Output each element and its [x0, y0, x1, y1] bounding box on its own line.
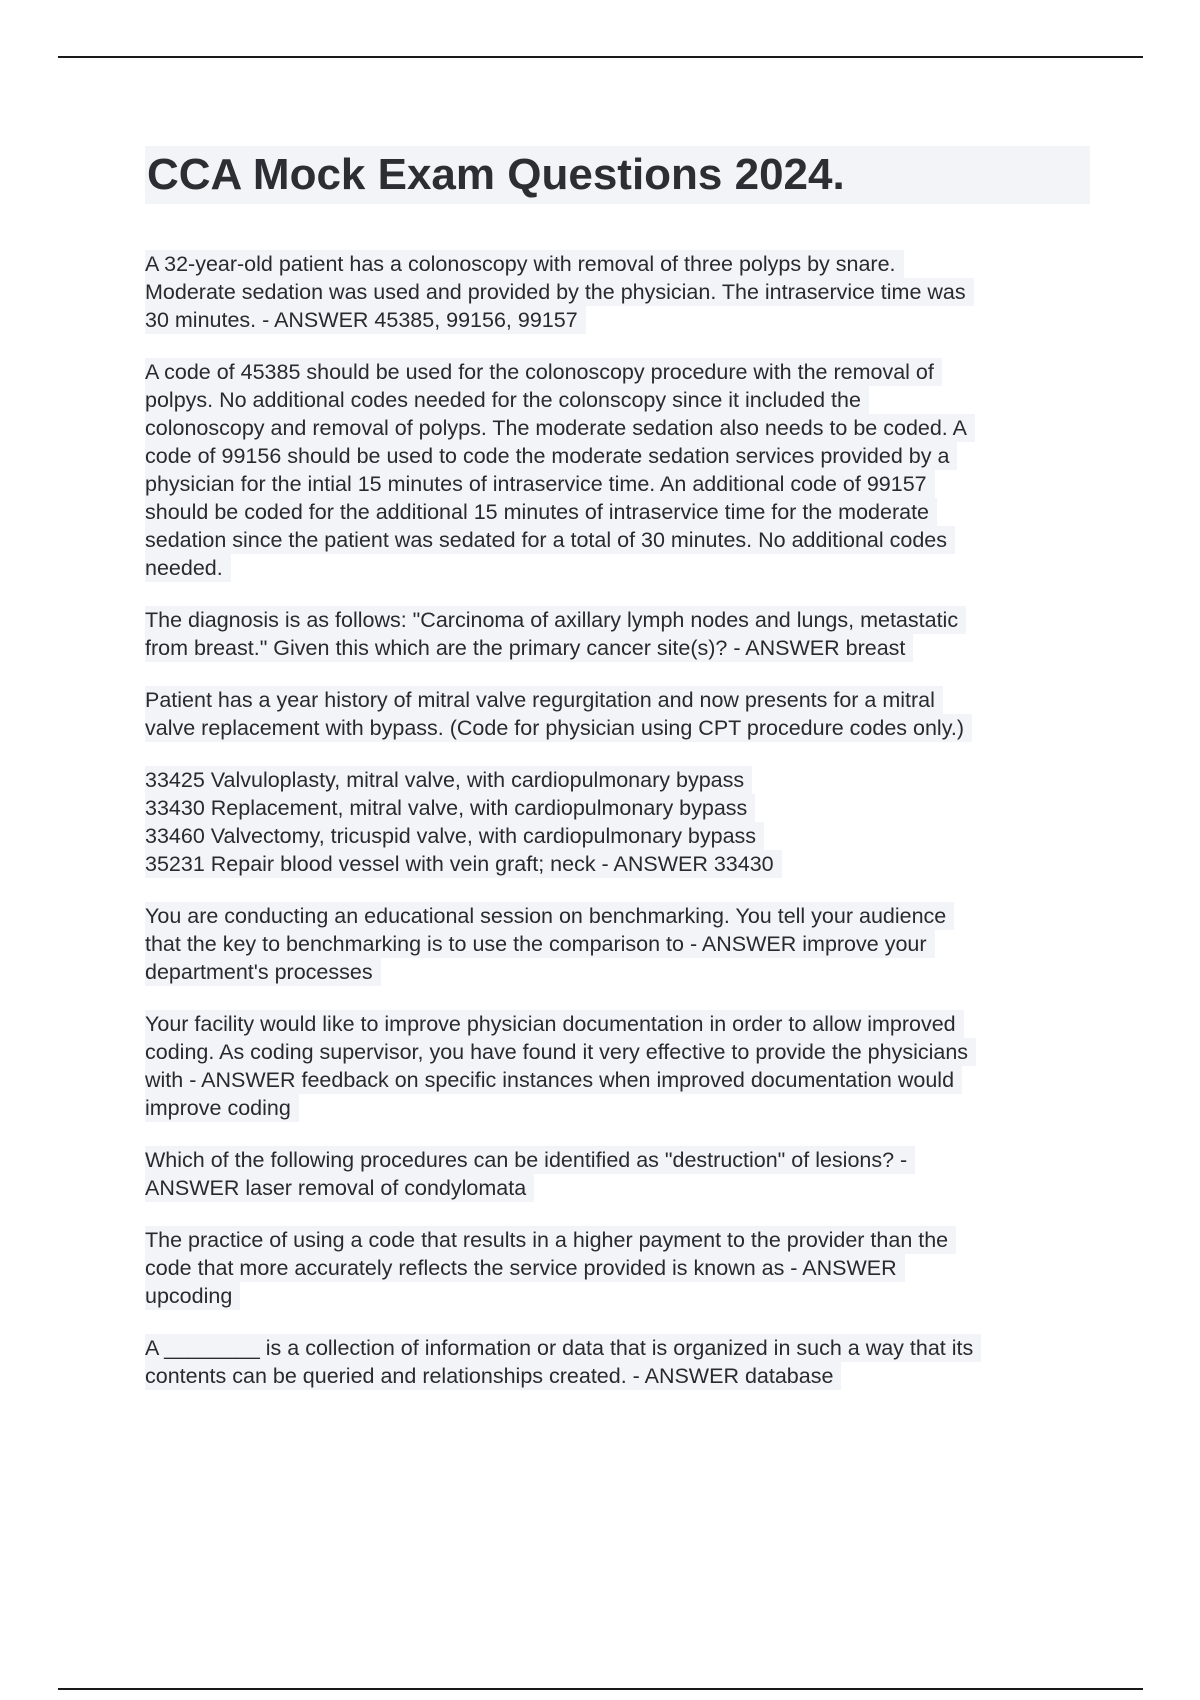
- text-line: colonoscopy and removal of polyps. The moderate sedation also needs to be coded. A: [145, 414, 975, 442]
- text-line: Which of the following procedures can be identified as "destruction" of lesions? -: [145, 1146, 915, 1174]
- text-line: needed.: [145, 554, 231, 582]
- text-line: ANSWER laser removal of condylomata: [145, 1174, 534, 1202]
- page-title: CCA Mock Exam Questions 2024.: [145, 146, 1090, 204]
- text-line: from breast." Given this which are the primary cancer site(s)? - ANSWER breast: [145, 634, 913, 662]
- paragraph-8: [145, 1146, 1090, 1202]
- text-line: A 32-year-old patient has a colonoscopy with removal of three polyps by snare.: [145, 250, 904, 278]
- text-line: upcoding: [145, 1282, 240, 1310]
- text-line: 33460 Valvectomy, tricuspid valve, with cardiopulmonary bypass: [145, 822, 764, 850]
- paragraph-2: [145, 358, 1090, 582]
- paragraph-10: [145, 1334, 1090, 1390]
- paragraph-7: [145, 1010, 1090, 1122]
- paragraph-3: [145, 606, 1090, 662]
- text-line: code that more accurately reflects the service provided is known as - ANSWER: [145, 1254, 905, 1282]
- paragraph-4: [145, 686, 1090, 742]
- top-divider: [58, 56, 1143, 58]
- document-body: [145, 146, 1090, 1414]
- bottom-divider: [58, 1688, 1143, 1690]
- text-line: should be coded for the additional 15 minutes of intraservice time for the moderate: [145, 498, 937, 526]
- paragraph-6: [145, 902, 1090, 986]
- text-line: physician for the intial 15 minutes of intraservice time. An additional code of 99157: [145, 470, 935, 498]
- text-line: A code of 45385 should be used for the colonoscopy procedure with the removal of: [145, 358, 942, 386]
- text-line: The diagnosis is as follows: "Carcinoma of axillary lymph nodes and lungs, metastatic: [145, 606, 966, 634]
- text-line: code of 99156 should be used to code the moderate sedation services provided by a: [145, 442, 957, 470]
- text-line: valve replacement with bypass. (Code for physician using CPT procedure codes only.): [145, 714, 972, 742]
- paragraph-5: [145, 766, 1090, 878]
- text-line: coding. As coding supervisor, you have found it very effective to provide the physicians: [145, 1038, 976, 1066]
- paragraph-9: [145, 1226, 1090, 1310]
- text-line: 30 minutes. - ANSWER 45385, 99156, 99157: [145, 306, 586, 334]
- text-line: Your facility would like to improve physician documentation in order to allow improved: [145, 1010, 964, 1038]
- text-line: The practice of using a code that results in a higher payment to the provider than the: [145, 1226, 956, 1254]
- text-line: contents can be queried and relationships created. - ANSWER database: [145, 1362, 841, 1390]
- text-line: department's processes: [145, 958, 381, 986]
- text-line: You are conducting an educational session on benchmarking. You tell your audience: [145, 902, 954, 930]
- text-line: that the key to benchmarking is to use the comparison to - ANSWER improve your: [145, 930, 935, 958]
- text-line: 35231 Repair blood vessel with vein graft; neck - ANSWER 33430: [145, 850, 782, 878]
- text-line: Moderate sedation was used and provided by the physician. The intraservice time was: [145, 278, 974, 306]
- text-line: with - ANSWER feedback on specific instances when improved documentation would: [145, 1066, 962, 1094]
- text-line: 33430 Replacement, mitral valve, with cardiopulmonary bypass: [145, 794, 755, 822]
- text-line: sedation since the patient was sedated for a total of 30 minutes. No additional codes: [145, 526, 955, 554]
- text-line: Patient has a year history of mitral valve regurgitation and now presents for a mitral: [145, 686, 943, 714]
- text-line: 33425 Valvuloplasty, mitral valve, with cardiopulmonary bypass: [145, 766, 752, 794]
- text-line: A ________ is a collection of information or data that is organized in such a way that its: [145, 1334, 981, 1362]
- paragraph-1: [145, 250, 1090, 334]
- text-line: improve coding: [145, 1094, 299, 1122]
- text-line: polpys. No additional codes needed for the colonscopy since it included the: [145, 386, 869, 414]
